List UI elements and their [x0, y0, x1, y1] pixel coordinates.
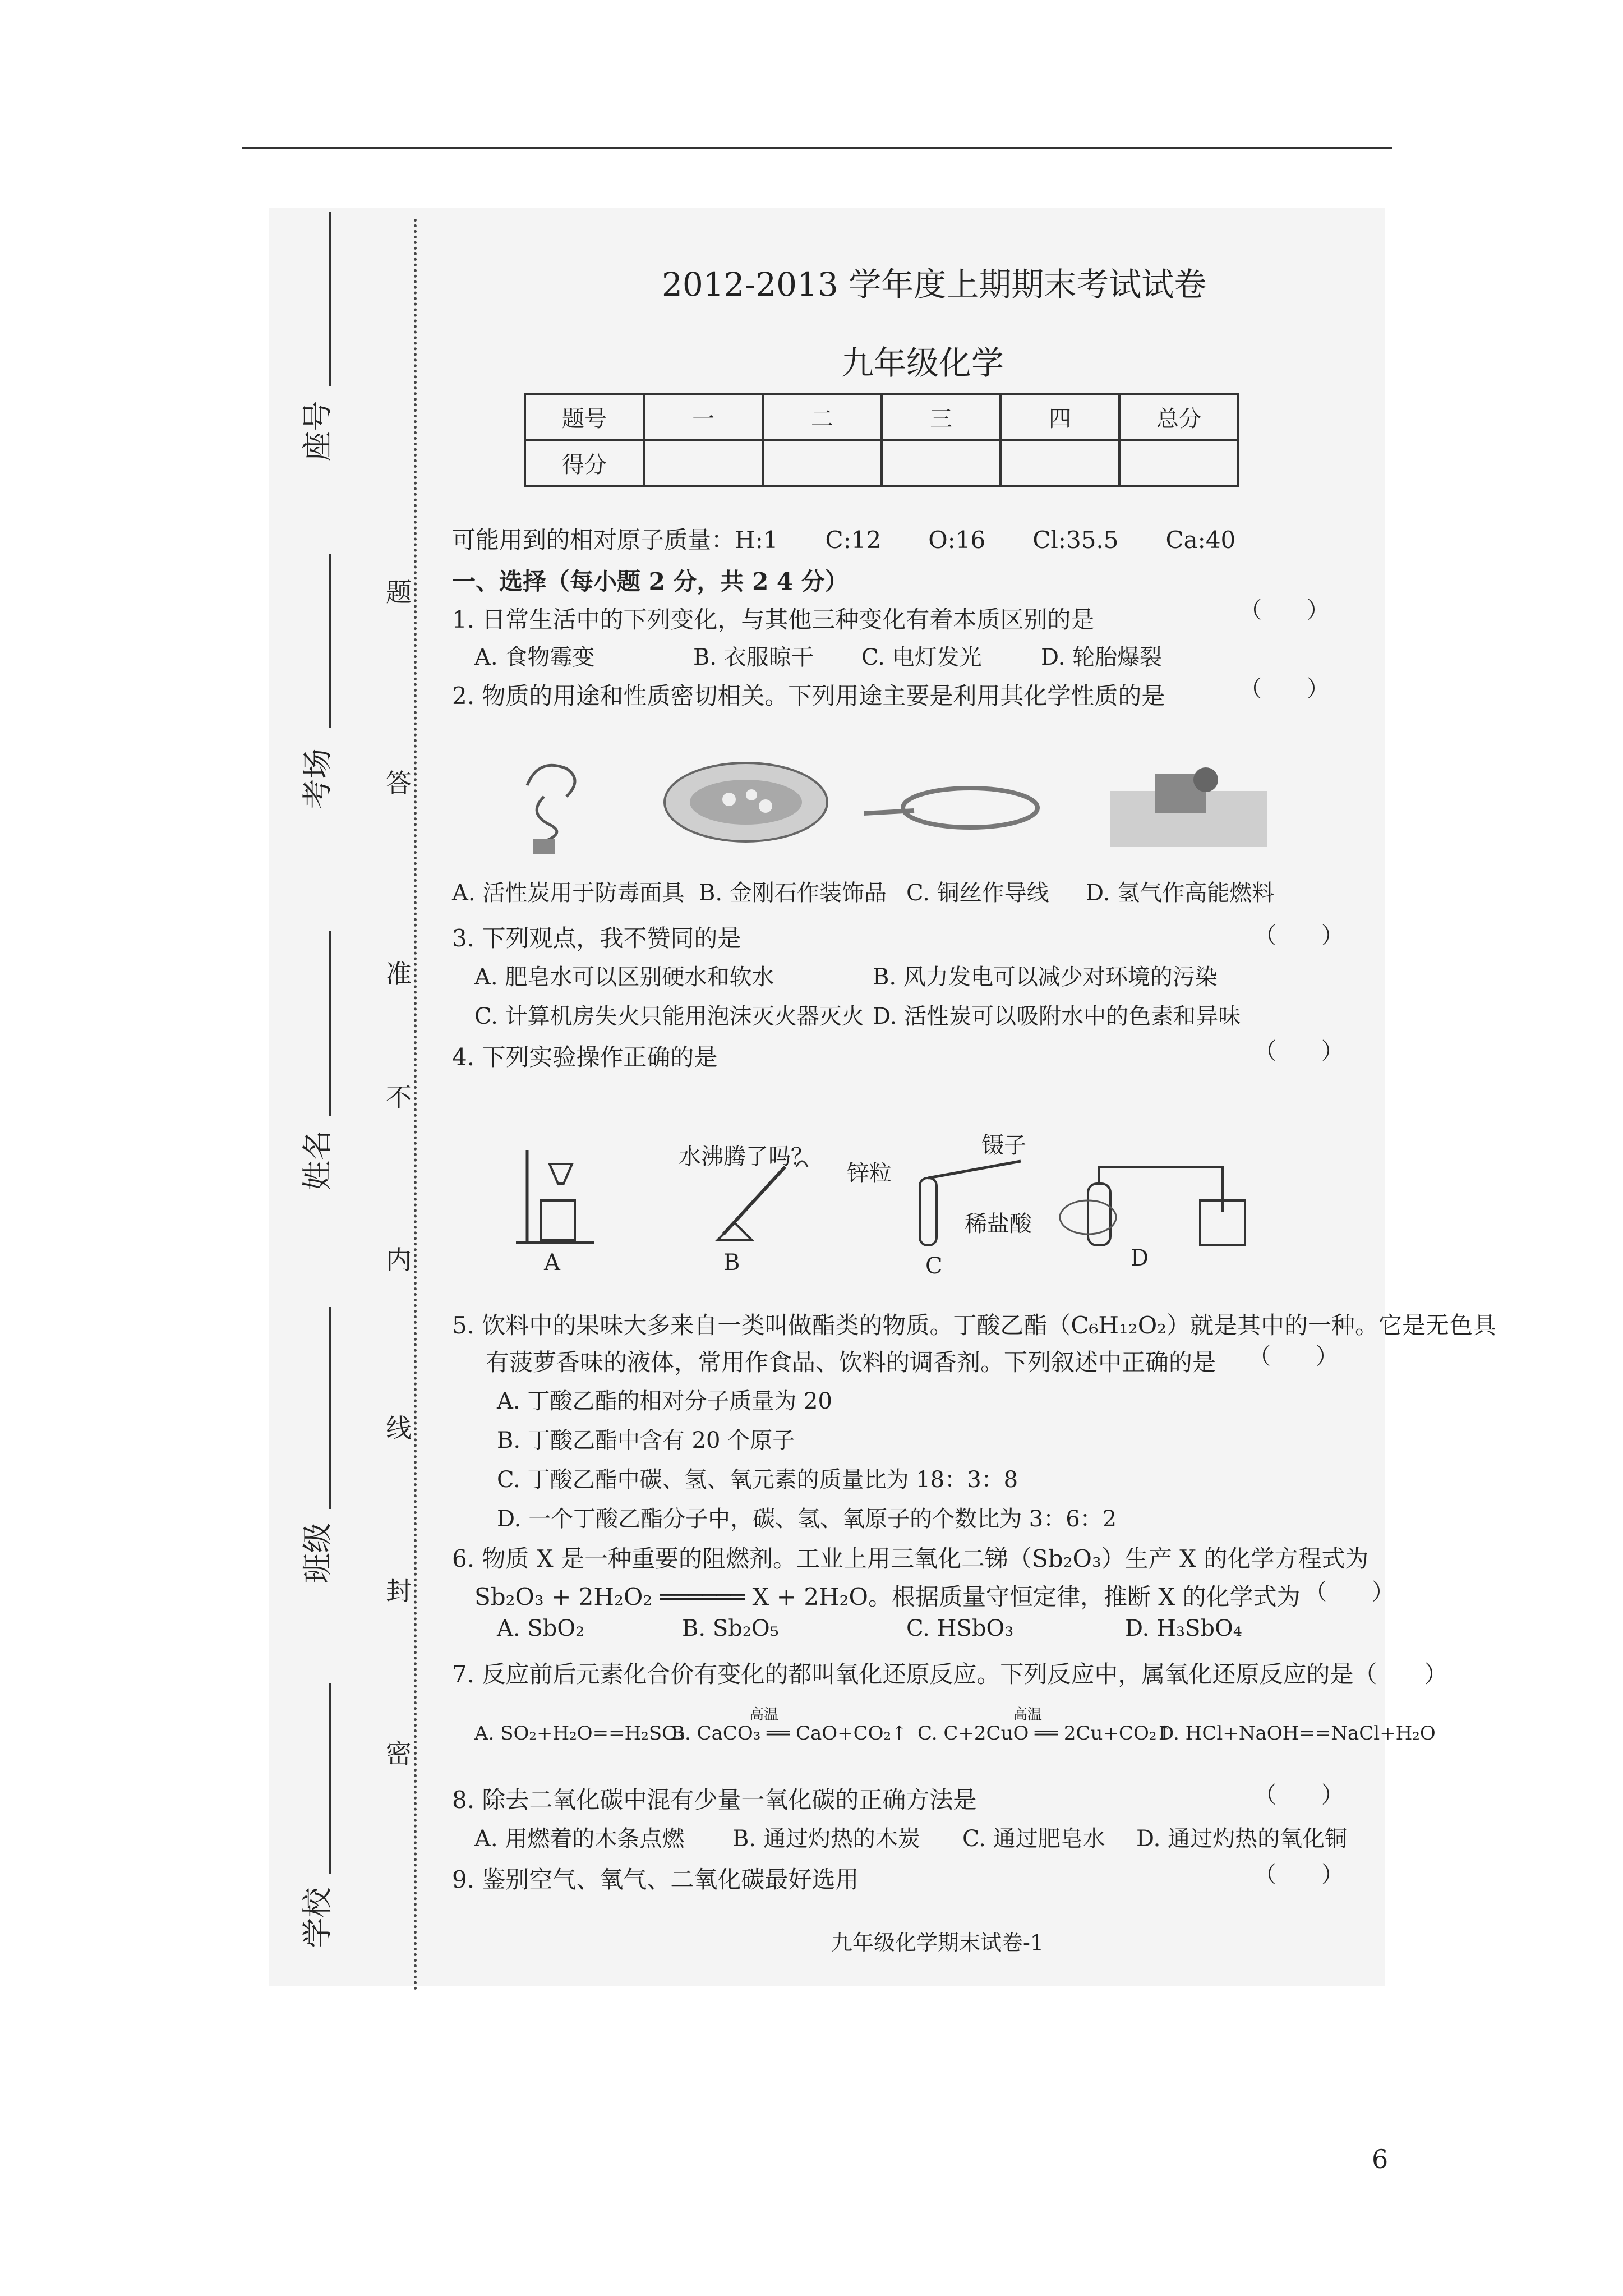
q4-answer-blank[interactable]: （ ） — [1254, 1038, 1344, 1064]
exam-room-label: 考场 — [299, 748, 335, 809]
exam-title: 2012-2013 学年度上期期末考试试卷 — [662, 265, 1207, 303]
diamond-jewelry-illustration — [662, 760, 830, 844]
score-cell: 题号 — [525, 394, 644, 440]
q6-option-b: B. Sb₂O₅ — [682, 1616, 779, 1641]
score-cell: 得分 — [525, 440, 644, 486]
top-rule — [242, 147, 1392, 149]
q3-answer-blank[interactable]: （ ） — [1254, 923, 1344, 949]
figure-label-d: D — [1131, 1245, 1149, 1271]
q4-label-acid: 稀盐酸 — [965, 1211, 1032, 1237]
q6-answer-blank[interactable]: （ ） — [1304, 1579, 1394, 1605]
seal-char-zhun: 准 — [386, 959, 412, 989]
q5-option-c: C. 丁酸乙酯中碳、氢、氧元素的质量比为 18：3：8 — [497, 1467, 1018, 1493]
seal-char-bu: 不 — [386, 1082, 412, 1112]
q4-stem: 4. 下列实验操作正确的是 — [452, 1043, 718, 1071]
q8-stem: 8. 除去二氧化碳中混有少量一氧化碳的正确方法是 — [452, 1786, 977, 1814]
q2-answer-blank[interactable]: （ ） — [1239, 676, 1329, 702]
binding-dashed-line — [414, 219, 417, 1991]
q1-answer-blank[interactable]: （ ） — [1239, 597, 1329, 623]
q4-label-boiling: 水沸腾了吗？ — [679, 1144, 813, 1170]
q6-stem-line2: Sb₂O₃ + 2H₂O₂ ══════ X + 2H₂O。根据质量守恒定律，推断 X 的化学式为 — [474, 1583, 1301, 1611]
name-line — [329, 931, 331, 1116]
q2-stem: 2. 物质的用途和性质密切相关。下列用途主要是利用其化学性质的是 — [452, 682, 1165, 710]
q1-option-d: D. 轮胎爆裂 — [1041, 645, 1163, 670]
q5-stem-line2: 有菠萝香味的液体，常用作食品、饮料的调香剂。下列叙述中正确的是 — [486, 1349, 1216, 1376]
score-input-cell[interactable] — [1000, 440, 1119, 486]
school-label: 学校 — [299, 1887, 335, 1948]
seal-char-nei: 内 — [386, 1245, 412, 1275]
q5-answer-blank[interactable]: （ ） — [1248, 1343, 1338, 1369]
q1-option-c: C. 电灯发光 — [861, 645, 982, 670]
seal-char-ti: 题 — [386, 577, 412, 608]
score-cell: 总分 — [1119, 394, 1238, 440]
q9-answer-blank[interactable]: （ ） — [1254, 1862, 1344, 1888]
q3-option-c: C. 计算机房失火只能用泡沫灭火器灭火 — [474, 1004, 864, 1029]
page-footer: 九年级化学期末试卷-1 — [831, 1930, 1044, 1955]
figure-label-a: A — [544, 1250, 560, 1276]
score-input-cell[interactable] — [882, 440, 1000, 486]
q7-condition-c: 高温 — [1013, 1706, 1043, 1723]
q7-option-c: C. C+2CuO ══ 2Cu+CO₂↑ — [917, 1722, 1173, 1745]
q8-option-b: B. 通过灼热的木炭 — [732, 1826, 920, 1852]
seat-number-label: 座号 — [299, 401, 335, 462]
q6-stem-line1: 6. 物质 X 是一种重要的阻燃剂。工业上用三氧化二锑（Sb₂O₃）生产 X 的化学方程式为 — [452, 1545, 1369, 1572]
score-cell: 三 — [882, 394, 1000, 440]
page-number: 6 — [1372, 2144, 1389, 2174]
q7-condition-b: 高温 — [749, 1706, 779, 1723]
q6-option-c: C. HSbO₃ — [906, 1616, 1014, 1641]
q3-option-a: A. 肥皂水可以区别硬水和软水 — [474, 964, 774, 990]
q7-option-d: D. HCl+NaOH==NaCl+H₂O — [1159, 1722, 1436, 1745]
figure-label-c: C — [925, 1253, 943, 1279]
q9-stem: 9. 鉴别空气、氧气、二氧化碳最好选用 — [452, 1866, 859, 1893]
q8-answer-blank[interactable]: （ ） — [1254, 1782, 1344, 1808]
q6-option-a: A. SbO₂ — [497, 1616, 585, 1641]
name-label: 姓名 — [299, 1130, 335, 1191]
hydrogen-fuel-illustration — [1110, 757, 1267, 853]
q7-option-a: A. SO₂+H₂O==H₂SO₃ — [474, 1722, 685, 1745]
q5-stem-line1: 5. 饮料中的果味大多来自一类叫做酯类的物质。丁酸乙酯（C₆H₁₂O₂）就是其中的一种。它是无色具 — [452, 1312, 1496, 1339]
gas-mask-illustration — [505, 752, 594, 858]
q3-option-d: D. 活性炭可以吸附水中的色素和异味 — [873, 1004, 1241, 1029]
class-line — [329, 1307, 331, 1509]
seat-number-line — [329, 212, 331, 386]
q4-label-zinc: 锌粒 — [847, 1161, 892, 1186]
school-line — [329, 1683, 331, 1874]
q8-option-d: D. 通过灼热的氧化铜 — [1136, 1826, 1348, 1852]
q4-label-tweezers: 镊子 — [981, 1133, 1026, 1158]
q2-option-b: B. 金刚石作装饰品 — [699, 880, 887, 906]
score-table-header-row — [525, 394, 1238, 440]
seal-char-mi: 密 — [386, 1738, 412, 1769]
q1-option-b: B. 衣服晾干 — [693, 645, 814, 670]
q3-stem: 3. 下列观点，我不赞同的是 — [452, 924, 741, 952]
q5-option-d: D. 一个丁酸乙酯分子中，碳、氢、氧原子的个数比为 3：6：2 — [497, 1506, 1117, 1532]
q7-option-b: B. CaCO₃ ══ CaO+CO₂↑ — [671, 1722, 907, 1745]
q2-option-d: D. 氢气作高能燃料 — [1086, 880, 1275, 906]
seal-char-feng: 封 — [386, 1576, 412, 1606]
score-cell: 二 — [763, 394, 882, 440]
score-input-cell[interactable] — [644, 440, 763, 486]
score-input-cell[interactable] — [1119, 440, 1238, 486]
apparatus-d-illustration — [1054, 1150, 1256, 1251]
score-cell: 四 — [1000, 394, 1119, 440]
atomic-masses: 可能用到的相对原子质量：H:1 C:12 O:16 Cl:35.5 Ca:40 — [452, 526, 1236, 554]
q6-option-d: D. H₃SbO₄ — [1125, 1616, 1242, 1641]
seal-char-xian: 线 — [386, 1413, 412, 1443]
apparatus-a-illustration — [516, 1144, 594, 1245]
apparatus-b-illustration — [707, 1156, 819, 1245]
q1-option-a: A. 食物霉变 — [474, 645, 595, 670]
section-heading: 一、选择（每小题 2 分，共 2 4 分） — [452, 568, 849, 595]
q2-option-a: A. 活性炭用于防毒面具 — [452, 880, 685, 906]
q8-option-c: C. 通过肥皂水 — [962, 1826, 1105, 1852]
score-table-score-row — [525, 440, 1238, 486]
q5-option-a: A. 丁酸乙酯的相对分子质量为 20 — [497, 1388, 832, 1414]
q7-stem: 7. 反应前后元素化合价有变化的都叫氧化还原反应。下列反应中，属氧化还原反应的是（ ） — [452, 1660, 1448, 1688]
q2-option-c: C. 铜丝作导线 — [906, 880, 1049, 906]
figure-label-b: B — [723, 1250, 740, 1276]
q5-option-b: B. 丁酸乙酯中含有 20 个原子 — [497, 1428, 795, 1453]
exam-room-line — [329, 554, 331, 728]
seal-char-da: 答 — [386, 768, 412, 798]
score-cell: 一 — [644, 394, 763, 440]
score-table — [524, 393, 1239, 487]
q3-option-b: B. 风力发电可以减少对环境的污染 — [873, 964, 1218, 990]
copper-wire-illustration — [864, 780, 1043, 841]
score-input-cell[interactable] — [763, 440, 882, 486]
q8-option-a: A. 用燃着的木条点燃 — [474, 1826, 685, 1852]
class-label: 班级 — [299, 1522, 335, 1584]
q1-stem: 1. 日常生活中的下列变化，与其他三种变化有着本质区别的是 — [452, 606, 1095, 633]
exam-subtitle: 九年级化学 — [841, 344, 1004, 382]
